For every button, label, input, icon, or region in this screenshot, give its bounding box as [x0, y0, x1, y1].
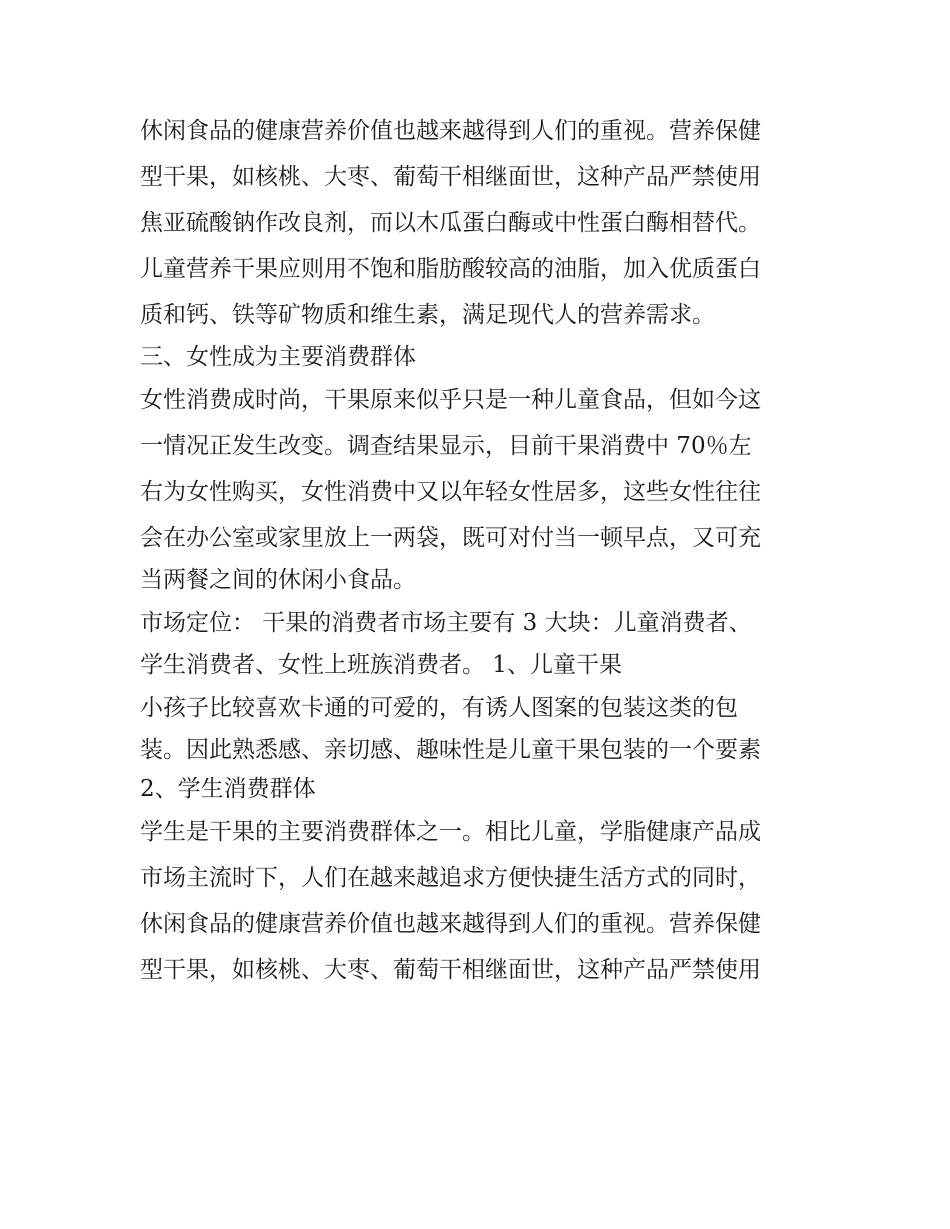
text-line: 焦亚硫酸钠作改良剂，而以木瓜蛋白酶或中性蛋白酶相替代。	[140, 210, 761, 236]
text-line: 右为女性购买，女性消费中又以年轻女性居多，这些女性往往	[140, 479, 761, 505]
text-line: 小孩子比较喜欢卡通的可爱的，有诱人图案的包装这类的包	[140, 695, 738, 721]
section-heading: 三、女性成为主要消费群体	[140, 344, 416, 370]
text-line: 当两餐之间的休闲小食品。	[140, 567, 416, 593]
text-line: 市场主流时下，人们在越来越追求方便快捷生活方式的同时，	[140, 865, 761, 891]
text-line: 儿童营养干果应则用不饱和脂肪酸较高的油脂，加入优质蛋白	[140, 256, 761, 282]
text-line: 休闲食品的健康营养价值也越来越得到人们的重视。营养保健	[140, 118, 761, 144]
text-line: 一情况正发生改变。调查结果显示，目前干果消费中 70％左	[140, 433, 752, 459]
text-line: 质和钙、铁等矿物质和维生素，满足现代人的营养需求。	[140, 302, 715, 328]
text-line: 市场定位： 干果的消费者市场主要有 3 大块：儿童消费者、	[140, 610, 752, 636]
document-body	[140, 108, 820, 993]
text-line: 型干果，如核桃、大枣、葡萄干相继面世，这种产品严禁使用	[140, 164, 761, 190]
text-line: 休闲食品的健康营养价值也越来越得到人们的重视。营养保健	[140, 911, 761, 937]
text-line: 学生是干果的主要消费群体之一。相比儿童，学脂健康产品成	[140, 819, 761, 845]
text-line: 型干果，如核桃、大枣、葡萄干相继面世，这种产品严禁使用	[140, 957, 761, 983]
text-line: 会在办公室或家里放上一两袋，既可对付当一顿早点，又可充	[140, 525, 761, 551]
text-line: 装。因此熟悉感、亲切感、趣味性是儿童干果包装的一个要素	[140, 737, 761, 763]
text-line: 女性消费成时尚，干果原来似乎只是一种儿童食品，但如今这	[140, 387, 761, 413]
text-line: 学生消费者、女性上班族消费者。 1、儿童干果	[140, 652, 622, 678]
section-heading: 2、学生消费群体	[140, 776, 316, 802]
